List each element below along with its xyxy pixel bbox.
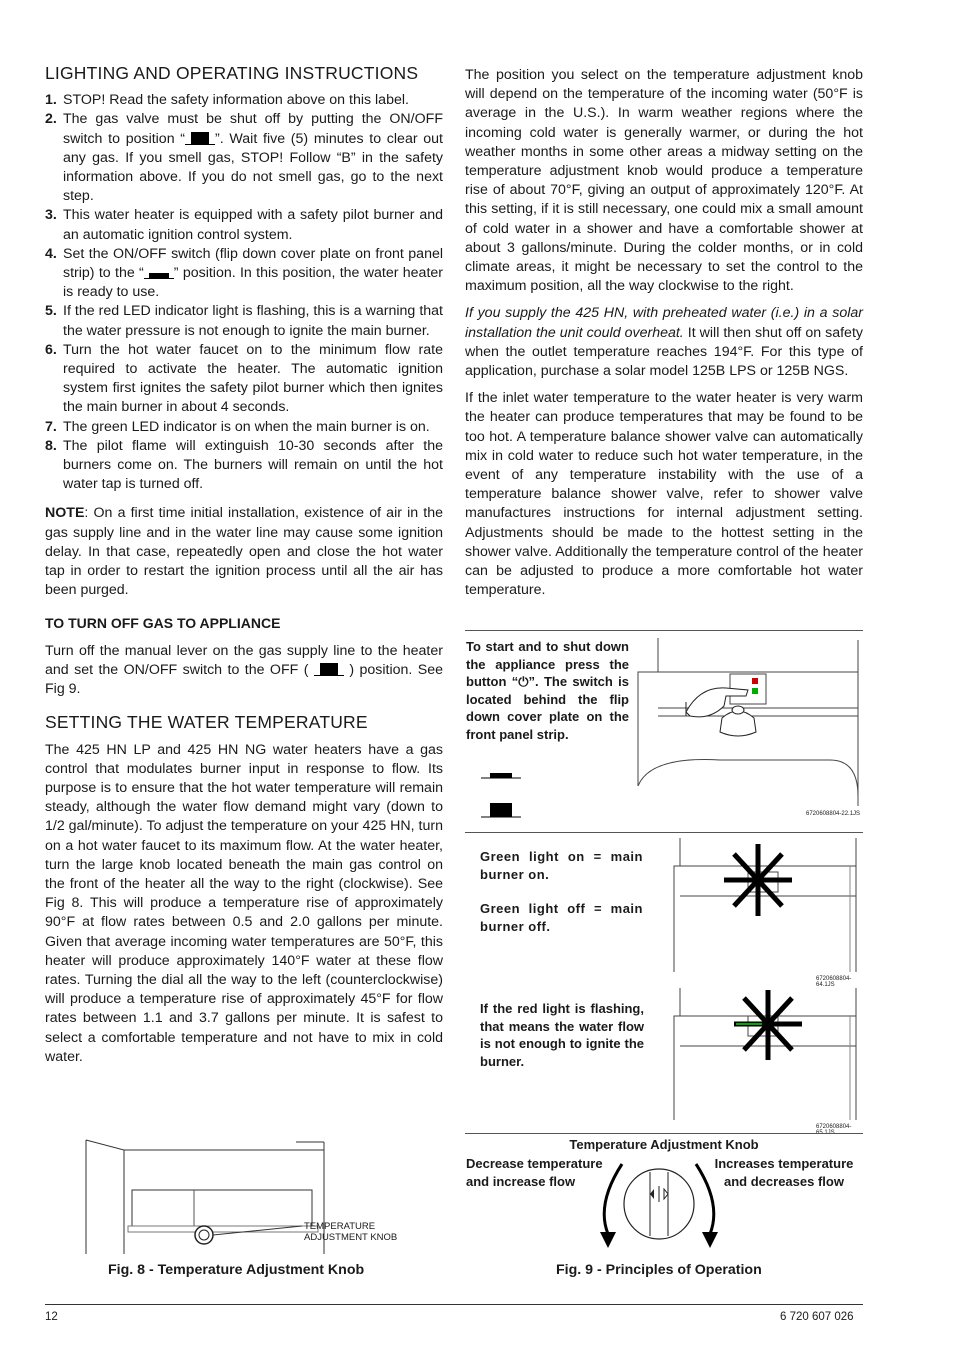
knob-diagram [596, 1158, 722, 1254]
solar-paragraph: If you supply the 425 HN, with preheated water (i.e.) in a solar installation the unit could overheat. It will then shut off on safety when the outlet temperature reaches 194°F. For this type of application, purchase a solar model 125B LPS or 125B NGS. [465, 305, 863, 380]
temperature-knob-icon [195, 1226, 213, 1244]
panel2-illustration: 6720608804-64.1JS [670, 836, 862, 986]
on-off-switch-icon [478, 770, 524, 820]
note-paragraph: NOTE: On a first time initial installation, existence of air in the gas supply line and in the water line may cause some ignition delay. In that case, repeatedly open and close the hot water tap in order to restart the ignition process until all the air has been purged. [45, 505, 443, 599]
fig8-caption: Fig. 8 - Temperature Adjustment Knob [108, 1262, 365, 1278]
document-number: 6 720 607 026 [780, 1311, 854, 1323]
panel1-text: To start and to shut down the appliance press the button “⏻”. The switch is located behind the flip down cover plate on the front panel strip. [466, 639, 629, 742]
step-2: 2. The gas valve must be shut off by putting the ON/OFF switch to position “ ”. Wait five (5) minutes to clear out any gas. If you smell gas, STOP! Follow “B” in the safety information above. If you do not smell gas, go to the next step. [45, 111, 444, 205]
increase-label: Increases temperature and decreases flow [714, 1156, 854, 1189]
panel1-illustration: 6720608804-22.1JS [630, 636, 862, 822]
on-switch-symbol [144, 266, 174, 279]
divider [465, 832, 863, 833]
fig9-caption: Fig. 9 - Principles of Operation [556, 1262, 762, 1278]
panel2-text: Green light on = main burner on. Green light off = main burner off. [480, 849, 643, 934]
step-1: 1. STOP! Read the safety information above on this label. [45, 92, 409, 109]
temperature-paragraph: The 425 HN LP and 425 HN NG water heaters have a gas control that modulates burner input in response to flow. Its purpose is to ensure that the hot water temperature will remain steady, although the water flow demand might vary (down to 1/2 gal/minute). To adjust the temperature on your 425 HN, turn on a hot water faucet to its maximum flow. At the water heater, turn the large knob located beneath the main gas control on the front of the heater all the way to the right (clockwise). See Fig 8. This will produce a temperature rise of approximately 90°F at flow rates between 0.5 and 2.0 gallons per minute. Given that average incoming water temperatures are 50°F, this heater will produce approximately 140°F water at these flow rates. Turning the dial all the way to the left (counterclockwise) will produce a temperature rise of approximately 45°F for flow rates between 1.1 and 3.7 gallons per minute. It is safest to select a comfortable temperature and not have to mix in cold water. [45, 741, 443, 1065]
temperature-heading: SETTING THE WATER TEMPERATURE [45, 712, 368, 733]
light-burst-icon [724, 844, 792, 916]
inlet-paragraph: If the inlet water temperature to the water heater is very warm the heater can produce temperatures that may be found to be too hot. A temperature balance shower valve can automatically mix in cold water to reduce such hot water temperature, in the event of any temperature instability with the use of a temperature balance shower valve, refer to shower valve manufactures instructions for internal adjustment setting. Adjustments should be made to the hottest setting in the shower valve. Additionally the temperature control of the heater can be adjusted to produce a more comfortable hot water temperature. [465, 390, 863, 599]
step-7: 7. The green LED indicator is on when the main burner is on. [45, 418, 430, 435]
red-light-drawing [670, 986, 862, 1132]
knob-callout: TEMPERATURE ADJUSTMENT KNOB [304, 1221, 398, 1243]
panel3-illustration: 6720608804- [670, 986, 862, 1132]
switch-symbols [478, 770, 524, 820]
decrease-label: Decrease temperature and increase flow [466, 1156, 603, 1189]
lighting-heading: LIGHTING AND OPERATING INSTRUCTIONS [45, 63, 419, 83]
left-column [45, 64, 443, 1075]
step-4: 4. Set the ON/OFF switch (flip down cover plate on front panel strip) to the “ ” position. In this position, the water heater is ready to use. [45, 245, 443, 301]
off-switch-symbol [185, 132, 215, 145]
turnoff-heading: TO TURN OFF GAS TO APPLIANCE [45, 615, 281, 632]
step-3: 3. This water heater is equipped with a safety pilot burner and an automatic ignition control system. [45, 207, 443, 243]
knob-position-paragraph: The position you select on the temperature adjustment knob will depend on the temperature of the incoming water (50°F is average in the U.S.). In warm weather regions where the incoming cold water is generally warmer, or during the hot weather months in some other areas a midway setting on the temperature adjustment knob would produce a temperature rise of about 70°F, giving an output of approximately 120°F. At this setting, if it is still necessary, one could mix a small amount of cold water in a shower and have a comfortable shower at about 3 gallons/minute. During the colder months, or in cold climate areas, it might be necessary to set the control to the maximum position, all the way clockwise to the right. [465, 67, 863, 295]
panel3-text: If the red light is flashing, that means the water flow is not enough to ignite the burner. [480, 1001, 644, 1069]
footer-rule [45, 1304, 863, 1305]
hand-pressing-button-drawing [630, 636, 862, 822]
off-switch-symbol [314, 663, 344, 676]
knob-rotation-icon [596, 1158, 722, 1254]
divider [465, 1133, 863, 1134]
power-button-icon: ⏻ [518, 674, 529, 689]
turnoff-paragraph: Turn off the manual lever on the gas supply line to the heater and set the ON/OFF switch to the OFF ( ) position. See Fig 9. [45, 642, 444, 698]
divider [465, 630, 863, 631]
step-8: 8. The pilot flame will extinguish 10-30 seconds after the burners come on. The burners will remain on until the hot water tap is turned off. [45, 437, 443, 493]
green-light-drawing [670, 836, 862, 986]
right-column [465, 66, 863, 608]
step-5: 5. If the red LED indicator light is flashing, this is a warning that the water pressure is not enough to ignite the main burner. [45, 303, 443, 339]
lighting-steps [45, 91, 443, 494]
step-6: 6. Turn the hot water faucet on to the minimum flow rate required to activate the heater. The automatic ignition system first ignites the safety pilot burner which then ignites the main burner in about 4 seconds. [45, 341, 443, 416]
knob-title: Temperature Adjustment Knob [569, 1137, 759, 1152]
page-number: 12 [45, 1311, 58, 1323]
fig8-illustration [84, 1138, 414, 1256]
